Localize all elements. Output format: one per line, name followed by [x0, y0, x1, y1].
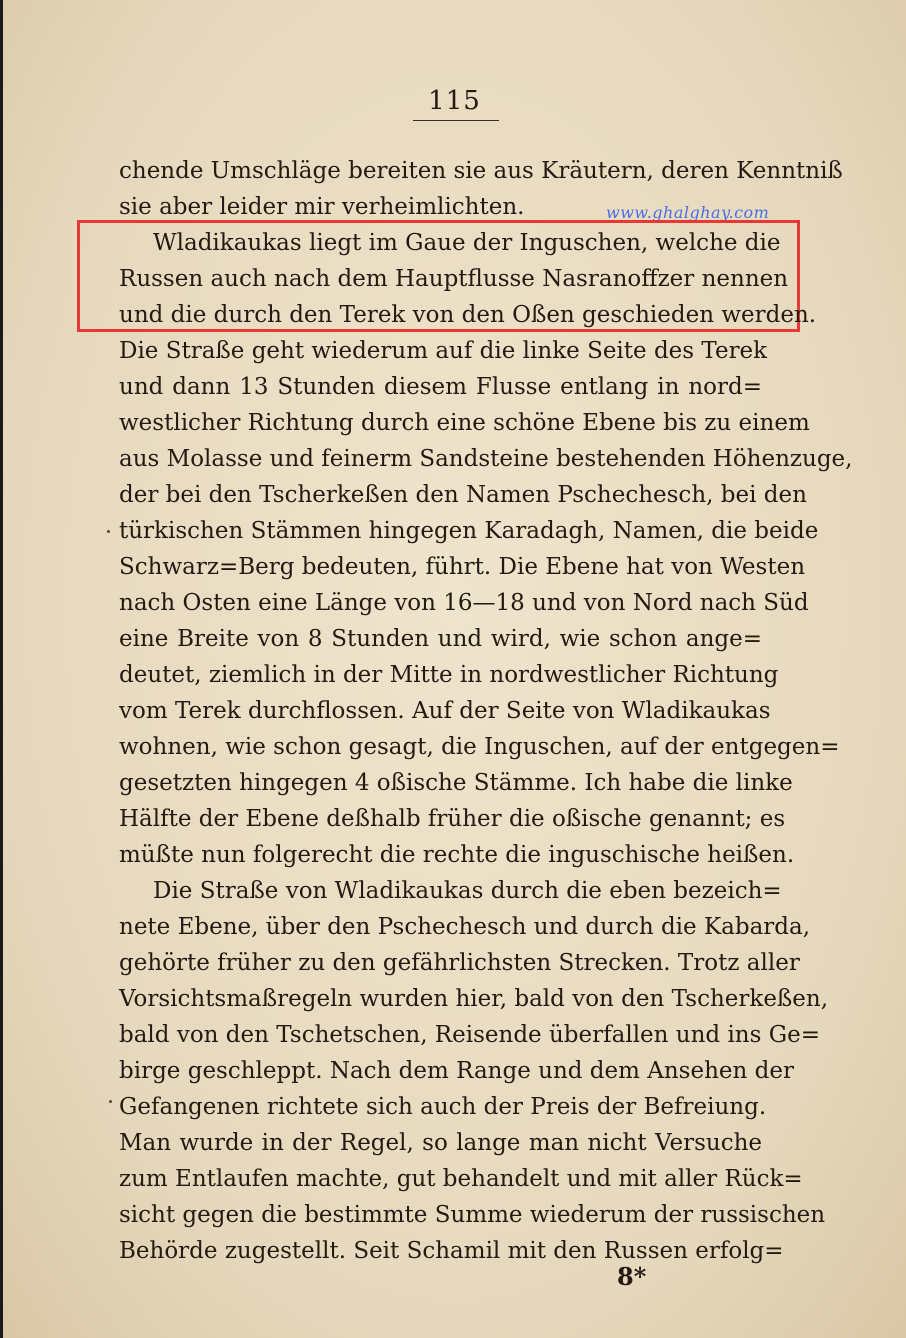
text-line: Hälfte der Ebene deßhalb früher die oßische genannt; es: [119, 806, 786, 832]
text-line: nach Osten eine Länge von 16—18 und von Nord nach Süd: [119, 590, 809, 616]
header-rule: [413, 120, 499, 121]
text-line: Wladikaukas liegt im Gaue der Inguschen, welche die: [153, 230, 781, 256]
margin-speck: [107, 530, 110, 533]
text-line: Russen auch nach dem Hauptflusse Nasranoffzer nennen: [119, 266, 789, 292]
text-line: chende Umschläge bereiten sie aus Kräutern, deren Kenntniß: [119, 158, 843, 184]
text-line: Vorsichtsmaßregeln wurden hier, bald von den Tscherkeßen,: [119, 986, 829, 1012]
text-line: Man wurde in der Regel, so lange man nicht Versuche: [119, 1130, 762, 1156]
text-line: sie aber leider mir verheimlichten.: [119, 194, 525, 220]
text-line: deutet, ziemlich in der Mitte in nordwestlicher Richtung: [119, 662, 779, 688]
text-line: müßte nun folgerecht die rechte die inguschische heißen.: [119, 842, 795, 868]
text-line: bald von den Tschetschen, Reisende überfallen und ins Ge=: [119, 1022, 820, 1048]
text-line: Schwarz=Berg bedeuten, führt. Die Ebene hat von Westen: [119, 554, 806, 580]
watermark: www.ghalghay.com: [606, 203, 770, 222]
text-line: der bei den Tscherkeßen den Namen Pschechesch, bei den: [119, 482, 807, 508]
text-line: zum Entlaufen machte, gut behandelt und mit aller Rück=: [119, 1166, 803, 1192]
text-line: Behörde zugestellt. Seit Schamil mit den Russen erfolg=: [119, 1238, 784, 1264]
text-line: nete Ebene, über den Pschechesch und durch die Kabarda,: [119, 914, 811, 940]
text-line: sicht gegen die bestimmte Summe wiederum der russischen: [119, 1202, 826, 1228]
text-line: gesetzten hingegen 4 oßische Stämme. Ich habe die linke: [119, 770, 793, 796]
text-line: und die durch den Terek von den Oßen geschieden werden.: [119, 302, 817, 328]
text-line: vom Terek durchflossen. Auf der Seite von Wladikaukas: [119, 698, 771, 724]
text-line: aus Molasse und feinerm Sandsteine bestehenden Höhenzuge,: [119, 446, 853, 472]
text-line: wohnen, wie schon gesagt, die Inguschen, auf der entgegen=: [119, 734, 840, 760]
text-line: westlicher Richtung durch eine schöne Ebene bis zu einem: [119, 410, 810, 436]
signature-mark: 8*: [617, 1262, 647, 1291]
text-line: birge geschleppt. Nach dem Range und dem Ansehen der: [119, 1058, 794, 1084]
text-line: und dann 13 Stunden diesem Flusse entlang in nord=: [119, 374, 762, 400]
text-line: eine Breite von 8 Stunden und wird, wie schon ange=: [119, 626, 762, 652]
page-number: 115: [428, 86, 481, 116]
text-line: türkischen Stämmen hingegen Karadagh, Namen, die beide: [119, 518, 819, 544]
text-line: Die Straße von Wladikaukas durch die eben bezeich=: [153, 878, 782, 904]
text-line: Gefangenen richtete sich auch der Preis der Befreiung.: [119, 1094, 767, 1120]
text-line: Die Straße geht wiederum auf die linke Seite des Terek: [119, 338, 768, 364]
margin-speck: [109, 1100, 112, 1103]
text-line: gehörte früher zu den gefährlichsten Strecken. Trotz aller: [119, 950, 800, 976]
